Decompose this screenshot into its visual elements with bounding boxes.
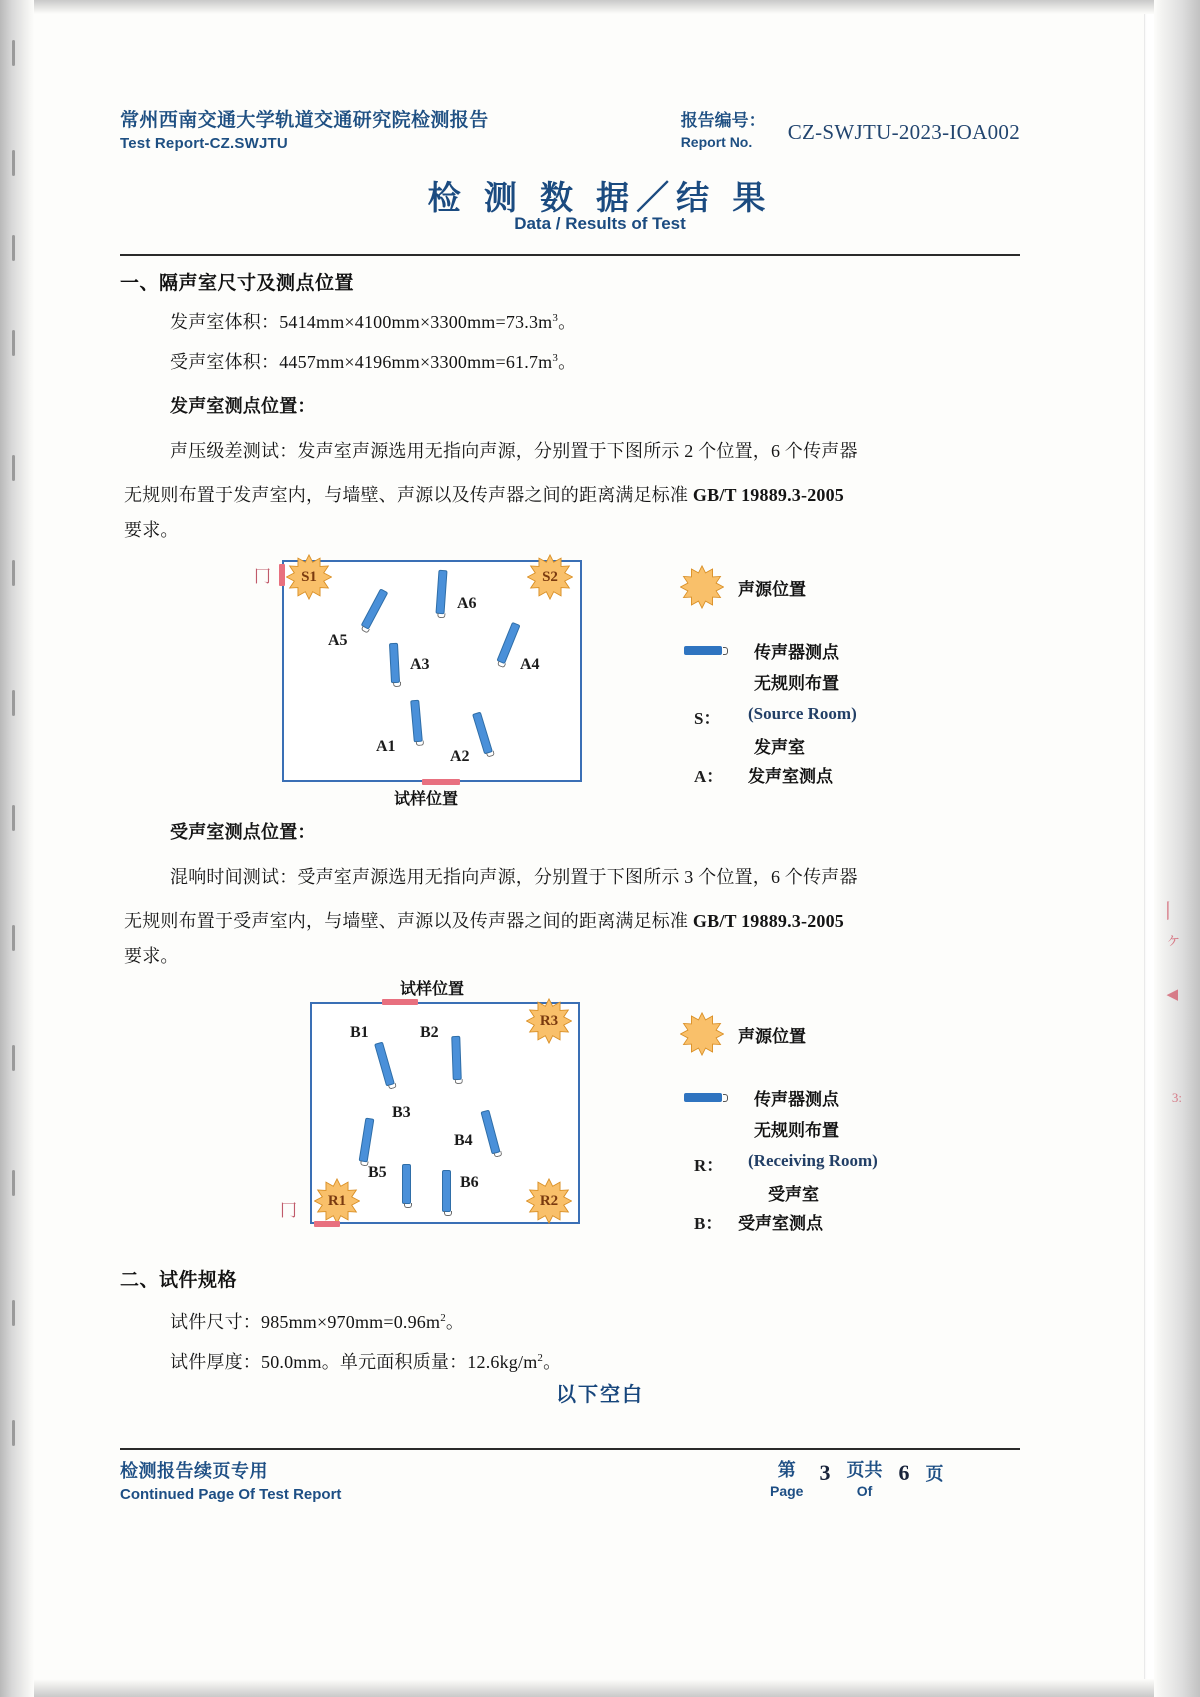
- margin-annotation: ヶ: [1165, 930, 1182, 949]
- mic-b6-label: B6: [460, 1174, 479, 1191]
- specimen-thickness-text: 试件厚度：50.0mm。单元面积质量：12.6kg/m: [170, 1352, 538, 1372]
- binding-tick: [12, 690, 15, 716]
- sunburst-icon: [680, 1012, 724, 1056]
- legend-source-text: 声源位置: [738, 579, 806, 599]
- source-position-r2: [526, 1178, 572, 1224]
- page-word: [770, 1458, 803, 1501]
- mic-b4-label: B4: [454, 1132, 473, 1149]
- source-door-wall-marker: [279, 564, 285, 586]
- receiving-room-diagram: [280, 1002, 580, 1224]
- microphone-icon: [684, 1093, 722, 1102]
- receiving-room-volume-period: 。: [558, 352, 577, 372]
- source-position-r3-label: R3: [539, 1012, 559, 1029]
- legend-source-row: [680, 1012, 806, 1056]
- report-no-value: CZ-SWJTU-2023-IOA002: [787, 120, 1020, 144]
- binding-tick: [12, 925, 15, 951]
- page-word-en: Page: [770, 1483, 804, 1500]
- legend-point-key: A：: [694, 767, 724, 786]
- page-unit-cn: 页: [925, 1464, 944, 1484]
- binding-tick: [12, 805, 15, 831]
- source-para-line1: 声压级差测试：发声室声源选用无指向声源，分别置于下图所示 2 个位置，6 个传声器: [170, 441, 858, 461]
- of-word: [846, 1458, 882, 1501]
- org-name-en: Test Report-CZ.SWJTU: [120, 134, 288, 152]
- of-word-cn: 页共: [846, 1460, 883, 1480]
- legend-mic-text-line2: 无规则布置: [754, 674, 839, 693]
- scan-edge-bottom: [0, 1679, 1200, 1697]
- legend-point-cn: 受声室测点: [738, 1214, 823, 1233]
- org-name-cn: 常州西南交通大学轨道交通研究院检测报告: [120, 110, 489, 131]
- header-divider: [120, 254, 1020, 256]
- report-header: [120, 108, 1020, 154]
- source-para-line2: [124, 481, 844, 507]
- specimen-size-text: 试件尺寸：985mm×970mm=0.96m: [170, 1312, 441, 1332]
- report-no-label: [681, 110, 766, 152]
- legend-mic-text-line1: 传声器测点: [754, 1090, 839, 1109]
- org-block: [120, 108, 489, 154]
- mic-a2-label: A2: [450, 748, 470, 765]
- legend-receiving-room-en: (Receiving Room): [748, 1151, 878, 1170]
- specimen-thickness-period: 。: [543, 1352, 562, 1372]
- page-title-en: Data / Results of Test: [514, 214, 686, 233]
- legend-source-text: 声源位置: [738, 1026, 806, 1046]
- source-position-r1-label: R1: [327, 1192, 347, 1209]
- receiving-specimen-position-marker: [382, 999, 418, 1005]
- legend-point-cn: 发声室测点: [748, 767, 833, 786]
- legend-receiving-room-cn: 受声室: [768, 1185, 819, 1204]
- receiving-para-line1: 混响时间测试：受声室声源选用无指向声源，分别置于下图所示 3 个位置，6 个传声器: [170, 867, 858, 887]
- current-page-number: 3: [819, 1460, 831, 1485]
- binding-tick: [12, 1420, 15, 1446]
- binding-tick: [12, 330, 15, 356]
- receiving-room-legend: [680, 1012, 1020, 1233]
- footer-label-en: Continued Page Of Test Report: [120, 1486, 342, 1504]
- paper-surface: [28, 10, 1144, 1682]
- source-room-volume-period: 。: [558, 312, 577, 332]
- source-room-legend: [680, 565, 1020, 786]
- receiving-para-line3: 要求。: [124, 946, 179, 966]
- receiving-door-icon: 冂: [280, 1201, 297, 1220]
- receiving-room-volume: [170, 348, 576, 374]
- source-room-volume: [170, 308, 576, 334]
- source-position-r1: [314, 1178, 360, 1224]
- legend-mic-row: [684, 638, 839, 663]
- legend-point-key: B：: [694, 1214, 723, 1233]
- receiving-specimen-label: 试样位置: [400, 981, 465, 998]
- specimen-size-exponent: 2: [440, 1312, 446, 1324]
- source-position-s2-label: S2: [542, 568, 558, 585]
- margin-annotation: 3:: [1171, 1090, 1182, 1105]
- total-page-number: 6: [898, 1460, 910, 1485]
- legend-mic-row: [684, 1085, 839, 1110]
- source-room-diagram: [254, 560, 582, 782]
- receiving-para-line2: [124, 907, 844, 933]
- source-door-icon: 冂: [254, 567, 271, 586]
- blank-below-notice: 以下空白: [556, 1384, 644, 1406]
- margin-annotation: ◀: [1166, 987, 1178, 1003]
- source-para-line3: 要求。: [124, 520, 179, 540]
- receiving-room-volume-exponent: 3: [552, 352, 559, 364]
- binding-tick: [12, 40, 15, 66]
- source-para-line2-text: 无规则布置于发声室内，与墙壁、声源以及传声器之间的距离满足标准: [124, 485, 693, 505]
- legend-source-room-cn: 发声室: [754, 738, 805, 757]
- legend-mic-text-line1: 传声器测点: [754, 643, 839, 662]
- specimen-thickness: [170, 1348, 561, 1374]
- scan-edge-right: [1154, 0, 1200, 1697]
- specimen-thickness-exponent: 2: [537, 1352, 544, 1364]
- binding-tick: [12, 560, 15, 586]
- page-indicator: [770, 1458, 943, 1501]
- source-position-s2: [527, 554, 573, 600]
- section1-heading: 一、隔声室尺寸及测点位置: [120, 273, 355, 294]
- mic-a3-label: A3: [410, 656, 430, 673]
- mic-b5: [402, 1164, 411, 1204]
- mic-b1-label: B1: [350, 1024, 369, 1041]
- legend-source-room-en: (Source Room): [748, 704, 857, 723]
- scan-edge-left: [0, 0, 34, 1697]
- sunburst-icon: [680, 565, 724, 609]
- mic-a1-label: A1: [376, 738, 396, 755]
- legend-mic-text-line2: 无规则布置: [754, 1121, 839, 1140]
- legend-source-key: S：: [694, 709, 721, 728]
- footer-label-cn: 检测报告续页专用: [120, 1461, 268, 1481]
- page-word-cn: 第: [777, 1460, 796, 1480]
- legend-sunburst: [680, 565, 724, 609]
- receiving-points-heading: 受声室测点位置：: [170, 822, 316, 842]
- report-no-label-cn: 报告编号：: [680, 111, 766, 130]
- source-position-r2-label: R2: [539, 1192, 559, 1209]
- footer-divider: [120, 1448, 1020, 1450]
- source-position-s1-label: S1: [301, 568, 317, 585]
- mic-a6-label: A6: [457, 595, 477, 612]
- report-no-block: [681, 108, 1020, 152]
- binding-tick: [12, 455, 15, 481]
- standard-ref-source: GB/T 19889.3-2005: [692, 485, 844, 505]
- binding-tick: [12, 1300, 15, 1326]
- report-no-label-en: Report No.: [680, 133, 753, 150]
- margin-annotation: 丨: [1158, 901, 1178, 923]
- specimen-size-period: 。: [445, 1312, 465, 1332]
- binding-tick: [12, 235, 15, 261]
- mic-b2: [451, 1036, 462, 1080]
- section2-heading: 二、试件规格: [120, 1270, 238, 1291]
- specimen-size: [170, 1308, 464, 1334]
- legend-source-row: [680, 565, 806, 609]
- source-points-heading: 发声室测点位置：: [170, 396, 316, 416]
- source-room-volume-exponent: 3: [552, 312, 559, 324]
- footer-label-block: [120, 1458, 341, 1506]
- source-position-s1: [286, 554, 332, 600]
- legend-sunburst: [680, 1012, 724, 1056]
- binding-tick: [12, 1045, 15, 1071]
- mic-a4-label: A4: [520, 656, 540, 673]
- mic-b5-label: B5: [368, 1164, 387, 1181]
- mic-b6: [442, 1170, 451, 1212]
- mic-a5-label: A5: [328, 632, 348, 649]
- source-position-r3: [526, 998, 572, 1044]
- source-specimen-position-marker: [422, 779, 460, 785]
- of-word-en: Of: [856, 1483, 873, 1500]
- microphone-icon: [684, 646, 722, 655]
- page-title-cn: 检 测 数 据／结 果: [427, 179, 773, 216]
- scan-edge-top: [0, 0, 1200, 14]
- mic-b2-label: B2: [420, 1024, 439, 1041]
- mic-b3-label: B3: [392, 1104, 411, 1121]
- receiving-para-line2-text: 无规则布置于受声室内，与墙壁、声源以及传声器之间的距离满足标准: [124, 911, 693, 931]
- receiving-room-volume-text: 受声室体积：4457mm×4196mm×3300mm=61.7m: [170, 352, 553, 372]
- binding-tick: [12, 1170, 15, 1196]
- source-room-volume-text: 发声室体积：5414mm×4100mm×3300mm=73.3m: [170, 312, 553, 332]
- standard-ref-receiving: GB/T 19889.3-2005: [692, 911, 844, 931]
- legend-receiving-key: R：: [694, 1156, 724, 1175]
- source-specimen-label: 试样位置: [394, 791, 459, 808]
